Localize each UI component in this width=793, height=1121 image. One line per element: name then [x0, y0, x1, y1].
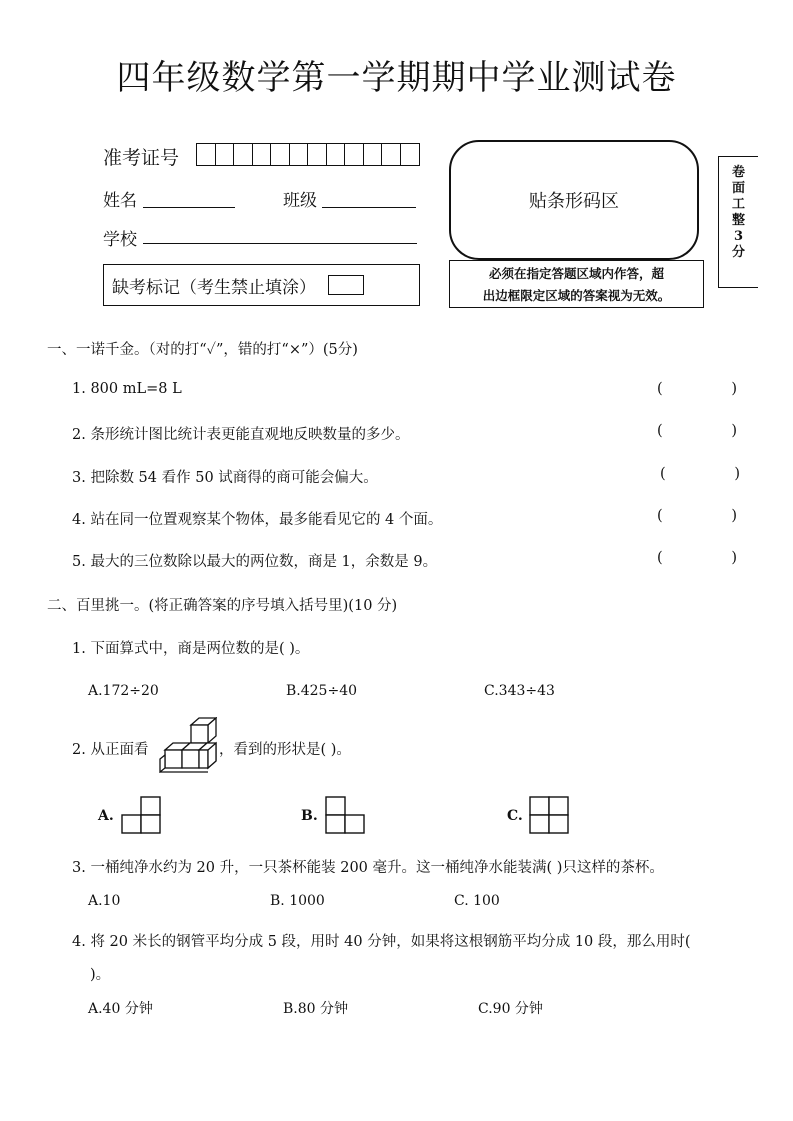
tf-question-5: 5. 最大的三位数除以最大的两位数，商是 1，余数是 9。: [72, 554, 438, 570]
absent-mark-square[interactable]: [328, 275, 364, 295]
notice-line-2: 出边框限定区域的答案视为无效。: [482, 288, 671, 303]
q2-option-c-shape[interactable]: [529, 796, 571, 834]
barcode-label: 贴条形码区: [529, 191, 619, 212]
exam-id-box[interactable]: [271, 144, 290, 165]
mc-question-4-line-2: )。: [90, 967, 111, 983]
side-tab-char: 3: [733, 229, 744, 244]
section-1-heading: 一、一诺千金。（对的打“✓”，错的打“×”）(5分): [47, 342, 358, 358]
paren-close: ): [731, 508, 737, 524]
q1-option-a[interactable]: A.172÷20: [88, 683, 159, 699]
q3-option-a[interactable]: A.10: [88, 893, 121, 909]
exam-id-box[interactable]: [253, 144, 272, 165]
paren-close: ): [731, 550, 737, 566]
class-field[interactable]: [322, 189, 416, 208]
q2-option-a-label[interactable]: A.: [98, 808, 114, 824]
absent-mark-label: 缺考标记（考生禁止填涂）: [112, 277, 316, 298]
exam-id-box[interactable]: [290, 144, 309, 165]
paren-open: (: [657, 423, 663, 439]
exam-id-box[interactable]: [197, 144, 216, 165]
mc-question-1: 1. 下面算式中，商是两位数的是( )。: [72, 641, 310, 657]
q1-option-b[interactable]: B.425÷40: [286, 683, 358, 699]
tf-question-2: 2. 条形统计图比统计表更能直观地反映数量的多少。: [72, 427, 410, 443]
paren-close: ): [731, 423, 737, 439]
tf-answer-2[interactable]: [657, 423, 737, 439]
mc-question-2-text-after: ，看到的形状是( )。: [219, 742, 351, 758]
exam-id-box[interactable]: [216, 144, 235, 165]
exam-id-box[interactable]: [234, 144, 253, 165]
q2-option-a-shape[interactable]: [121, 796, 163, 834]
tf-answer-3[interactable]: [660, 466, 740, 482]
exam-id-box[interactable]: [382, 144, 401, 165]
side-tab-char: 工: [731, 197, 745, 212]
side-tab-char: 整: [731, 213, 745, 228]
exam-id-box[interactable]: [308, 144, 327, 165]
section-2-heading: 二、百里挑一。(将正确答案的序号填入括号里)(10 分): [47, 598, 398, 614]
class-label: 班级: [283, 191, 317, 211]
neatness-score-tab: [718, 156, 758, 288]
paren-open: (: [660, 466, 666, 482]
exam-id-boxes[interactable]: [196, 143, 420, 166]
absent-mark-box: [103, 264, 420, 306]
q2-option-c-label[interactable]: C.: [507, 808, 523, 824]
paren-open: (: [657, 550, 663, 566]
school-label: 学校: [103, 230, 137, 250]
exam-id-box[interactable]: [345, 144, 364, 165]
tf-question-1: 1. 800 mL=8 L: [72, 381, 182, 397]
exam-id-label: 准考证号: [103, 147, 180, 169]
mc-question-2-text: 2. 从正面看: [72, 742, 149, 758]
q4-option-b[interactable]: B.80 分钟: [283, 1001, 349, 1017]
paren-close: ): [734, 466, 740, 482]
page-title: 四年级数学第一学期期中学业测试卷: [116, 58, 677, 98]
q1-option-c[interactable]: C.343÷43: [484, 683, 555, 699]
tf-question-4: 4. 站在同一位置观察某个物体，最多能看见它的 4 个面。: [72, 512, 443, 528]
q4-option-a[interactable]: A.40 分钟: [88, 1001, 153, 1017]
exam-id-box[interactable]: [401, 144, 420, 165]
school-field[interactable]: [143, 225, 417, 244]
name-field[interactable]: [143, 189, 235, 208]
barcode-area: [449, 140, 699, 260]
q4-option-c[interactable]: C.90 分钟: [478, 1001, 543, 1017]
name-label: 姓名: [103, 191, 137, 211]
paren-close: ): [731, 381, 737, 397]
side-tab-char: 卷: [731, 165, 745, 180]
q2-option-b-label[interactable]: B.: [301, 808, 318, 824]
answer-notice: [449, 260, 704, 308]
side-tab-char: 面: [731, 181, 745, 196]
q2-option-b-shape[interactable]: [325, 796, 367, 834]
paren-open: (: [657, 508, 663, 524]
mc-question-3: 3. 一桶纯净水约为 20 升，一只茶杯能装 200 毫升。这一桶纯净水能装满( )只这样的茶杯。: [72, 860, 664, 876]
notice-line-1: 必须在指定答题区域内作答，超: [488, 266, 664, 281]
tf-answer-1[interactable]: [657, 381, 737, 397]
tf-answer-5[interactable]: [657, 550, 737, 566]
q3-option-b[interactable]: B. 1000: [270, 893, 325, 909]
paren-open: (: [657, 381, 663, 397]
mc-question-4-line-1: 4. 将 20 米长的钢管平均分成 5 段，用时 40 分钟，如果将这根钢筋平均分成 10 段，那么用时(: [72, 934, 691, 950]
tf-answer-4[interactable]: [657, 508, 737, 524]
tf-question-3: 3. 把除数 54 看作 50 试商得的商可能会偏大。: [72, 470, 378, 486]
q3-option-c[interactable]: C. 100: [454, 893, 500, 909]
exam-id-box[interactable]: [364, 144, 383, 165]
exam-id-box[interactable]: [327, 144, 346, 165]
cubes-figure: [159, 717, 217, 773]
side-tab-char: 分: [731, 245, 745, 260]
